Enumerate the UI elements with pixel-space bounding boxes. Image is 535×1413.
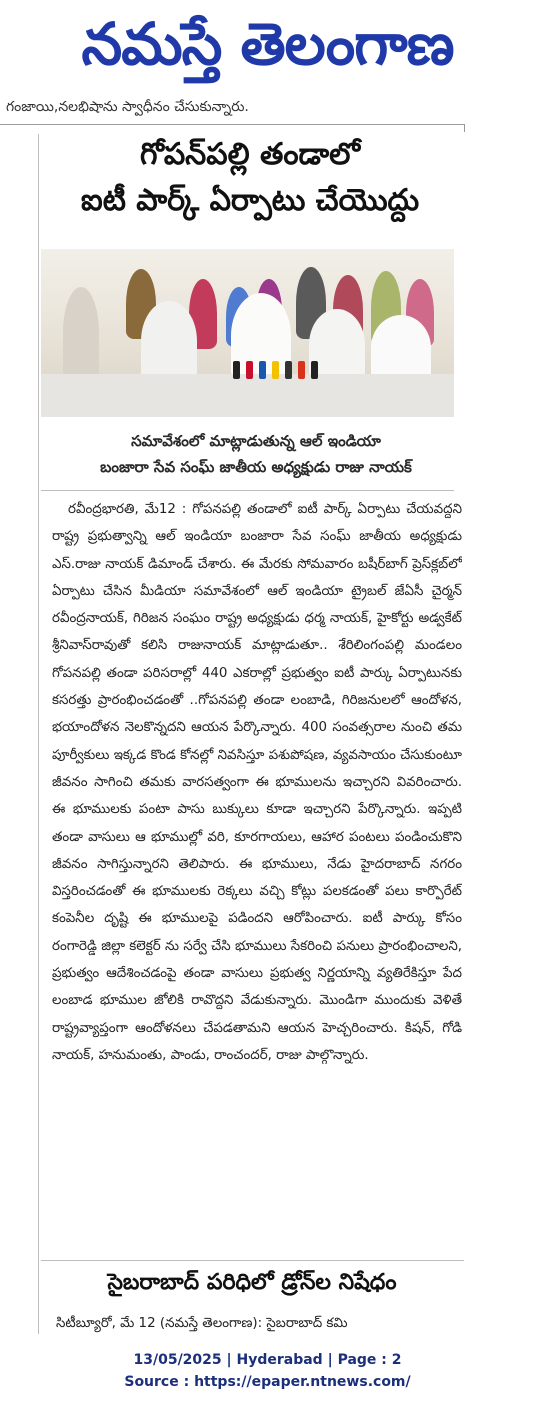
microphone-icon: [272, 361, 279, 379]
caption-line-2: బంజారా సేవ సంఘ్ జాతీయ అధ్యక్షుడు రాజు నాయక్: [100, 458, 412, 476]
article-headline: [40, 132, 460, 224]
photo-person: [141, 301, 197, 381]
page-footer: [0, 1349, 535, 1393]
top-divider: [0, 124, 464, 125]
headline-line-1: గోపన్‌పల్లి తండాలో: [139, 137, 361, 172]
microphone-icon: [298, 361, 305, 379]
next-article-first-line: సిటీబ్యూరో, మే 12 (నమస్తే తెలంగాణ): సైబరాబాద్ కమి: [56, 1316, 348, 1331]
microphone-icon: [285, 361, 292, 379]
article-body-paragraph: రవీంద్రభారతి, మే12 : గోపనపల్లి తండాలో ఐటీ పార్క్ ఏర్పాటు చేయవద్దని రాష్ట్ర ప్రభుత్వాన్ని ఆల్ ఇండియా బంజారా సేవ సంఘ్ జాతీయ అధ్యక్షుడు ఎస్.రాజు నాయక్ డిమాండ్ చేశారు. ఈ మేరకు సోమవారం బషీర్‌బాగ్ ప్రెస్‌క్లబ్‌లో ఏర్పాటు చేసిన మీడియా సమావేశంలో ఆల్ ఇండియా ట్రైబల్ జేఏసీ చైర్మన్ రవీంద్రనాయక్, గిరిజన సంఘం రాష్ట్ర అధ్యక్షుడు ధర్మ నాయక్, హైకోర్టు అడ్వకేట్ శ్రీనివాస్‌రావుతో కలిసి రాజునాయక్ మాట్లాడుతూ.. శేరిలింగంపల్లి మండలం గోపనపల్లి తండా పరిసరాల్లో 440 ఎకరాల్లో ప్రభుత్వం ఐటీ పార్కు ఏర్పాటునకు కసరత్తు ప్రారంభించడంతో ..గోపనపల్లి తండా లంబాడి, గిరిజనులలో ఆందోళన, భయాందోళన నెలకొన్నదని ఆయన పేర్కొన్నారు. 400 సంవత్సరాల నుంచి తమ పూర్వీకులు ఇక్కడ కొండ కోనల్లో నివసిస్తూ పశుపోషణ, వ్యవసాయం చేసుకుంటూ జీవనం సాగించి తమకు వారసత్వంగా ఈ భూములను ఇచ్చారని వివరించారు. ఈ భూములకు పంటా పాసు బుక్కులు కూడా ఇచ్చారని పేర్కొన్నారు. ఇప్పటి తండా వాసులు ఆ భూముల్లో వరి, కూరగాయలు, ఆహార పంటలు పండించుకొని జీవనం సాగిస్తున్నారని తెలిపారు. ఈ భూములు, నేడు హైదరాబాద్ నగరం విస్తరించడంతో ఈ భూములకు రెక్కలు వచ్చి కోట్లు పలకడంతో పలు కార్పొరేట్ కంపెనీల దృష్టి ఈ భూములపై పడిందని ఆరోపించారు. ఐటీ పార్కు కోసం రంగారెడ్డి జిల్లా కలెక్టర్ ను సర్వే చేసి భూములు సేకరించి పనులు ప్రారంభించాలని, ప్రభుత్వం ఆదేశించడంపై తండా వాసులు ప్రభుత్వ నిర్ణయాన్ని వ్యతిరేకిస్తూ పేద లంబాడ భూముల జోలికి రావొద్దని వేడుకున్నారు. మొండిగా ముందుకు వెళితే రాష్ట్రవ్యాప్తంగా ఆందోళనలు చేపడతామని ఆయన హెచ్చరించారు. కిషన్, గోడి నాయక్, హనుమంతు, పాండు, రాంచందర్, రాజు పాల్గొన్నారు.: [52, 502, 462, 1063]
photo-person: [63, 287, 99, 379]
photo-caption: [56, 428, 456, 480]
footer-date-line: 13/05/2025 | Hyderabad | Page : 2: [133, 1352, 402, 1368]
microphone-icon: [233, 361, 240, 379]
photo-person: [371, 315, 431, 381]
press-meet-photo: [41, 249, 454, 417]
masthead-logo: నమస్తే తెలంగాణ: [81, 10, 454, 78]
column-divider: [464, 124, 465, 132]
microphone-icon: [259, 361, 266, 379]
column-frame-line: [38, 134, 39, 1334]
microphone-icon: [311, 361, 318, 379]
headline-line-2: ఐటీ పార్క్ ఏర్పాటు చేయొద్దు: [80, 183, 420, 218]
caption-line-1: సమావేశంలో మాట్లాడుతున్న ఆల్ ఇండియా: [131, 432, 381, 450]
next-article-headline: సైబరాబాద్ పరిధిలో డ్రోన్‌ల నిషేధం: [107, 1270, 397, 1295]
article-body: [52, 496, 462, 1248]
photo-table: [41, 374, 454, 417]
article-divider: [41, 1260, 464, 1261]
footer-source-line: Source : https://epaper.ntnews.com/: [124, 1374, 411, 1390]
microphone-icon: [246, 361, 253, 379]
caption-divider: [41, 490, 454, 491]
strapline-text: గంజాయి,నలభిషాను స్వాధీనం చేసుకున్నారు.: [6, 99, 249, 115]
